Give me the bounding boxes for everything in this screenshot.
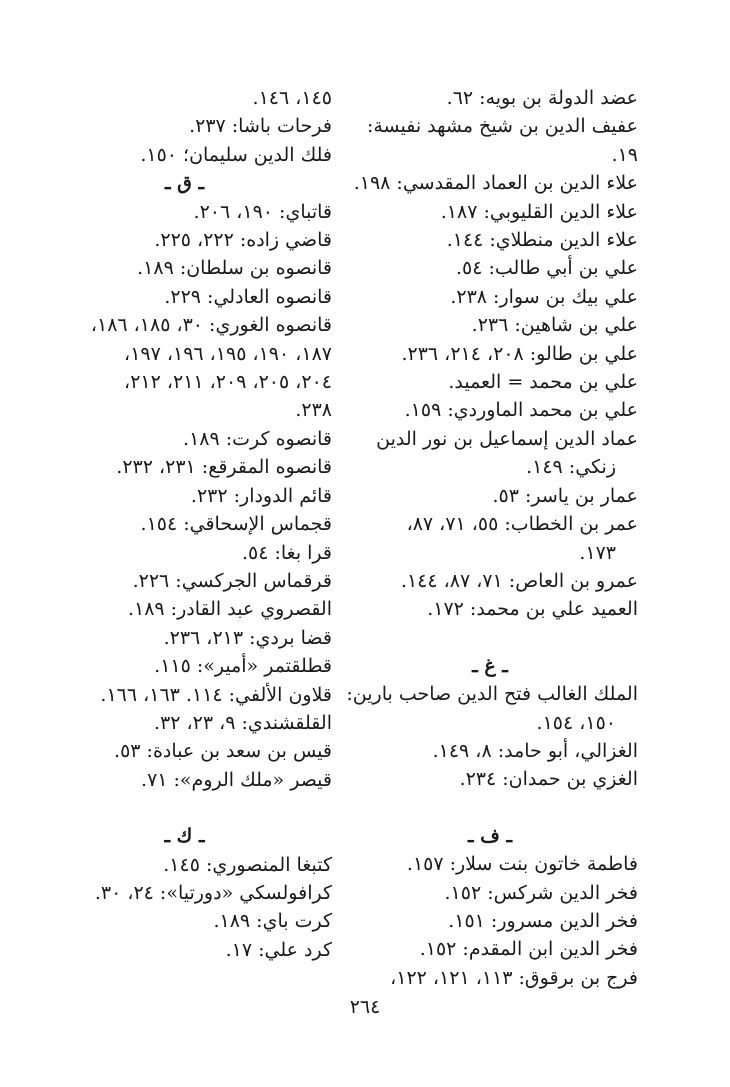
index-entry: علي بن محمد الماوردي: ١٥٩.: [404, 399, 638, 422]
section-heading-qaf: ـ ق ـ: [164, 172, 205, 195]
index-entry: قانصوه المقرقع: ٢٣١، ٢٣٢.: [116, 456, 332, 479]
index-entry: القلقشندي: ٩، ٢٣، ٣٢.: [153, 711, 332, 734]
index-entry: الملك الغالب فتح الدين صاحب بارين: ١٥٠، ١٥٤.: [342, 680, 638, 737]
index-entry: قرقماس الجركسي: ٢٢٦.: [132, 569, 332, 592]
index-entry: علاء الدين القليوبي: ١٨٧.: [440, 200, 638, 223]
index-entry: قانصوه العادلي: ٢٢٩.: [164, 285, 332, 308]
index-entry: قرا بغا: ٥٤.: [241, 541, 332, 564]
entry-continuation: ١٨٧، ١٩٠، ١٩٥، ١٩٦، ١٩٧،: [124, 342, 332, 365]
index-entry: علاء الدين منطلاي: ١٤٤.: [446, 229, 638, 252]
index-entry: علاء الدين بن العماد المقدسي: ١٩٨.: [353, 172, 638, 195]
index-entry: كرافولسكي «دورتيا»: ٢٤، ٣٠.: [94, 881, 332, 904]
index-entry: علي بيك بن سوار: ٢٣٨.: [450, 285, 638, 308]
index-entry: قانصوه كرت: ١٨٩.: [183, 427, 332, 450]
index-entry: قيصر «ملك الروم»: ٧١.: [141, 768, 332, 791]
page-number: ٢٦٤: [349, 996, 381, 1018]
index-entry: قائم الدودار: ٢٣٢.: [190, 484, 332, 507]
index-entry: عماد الدين إسماعيل بن نور الدين زنكي: ١٤٩.: [342, 425, 638, 482]
index-entry: عمر بن الخطاب: ٥٥، ٧١، ٨٧، ١٧٣.: [342, 510, 638, 567]
index-entry: قطلقتمر «أمير»: ١١٥.: [154, 655, 332, 678]
index-entry: الغزالي، أبو حامد: ٨، ١٤٩.: [432, 739, 638, 762]
index-entry: عمار بن ياسر: ٥٣.: [492, 484, 638, 507]
index-entry: فرحات باشا: ٢٣٧.: [189, 115, 332, 138]
index-entry: فخر الدين مسرور: ١٥١.: [448, 909, 638, 932]
index-entry: علي بن شاهين: ٢٣٦.: [471, 314, 638, 337]
index-entry: قانصوه بن سلطان: ١٨٩.: [137, 257, 332, 280]
index-entry: ١٤٥، ١٤٦.: [252, 87, 332, 109]
index-entry: قجماس الإسحاقي: ١٥٤.: [140, 513, 332, 536]
index-entry: فرج بن برقوق: ١١٣، ١٢١، ١٢٢،: [390, 966, 638, 989]
entry-continuation: ١٧٣.: [579, 541, 616, 564]
index-entry: قلاون الألفي: ١١٤. ١٦٣، ١٦٦.: [100, 683, 332, 706]
index-entry: قيس بن سعد بن عبادة: ٥٣.: [114, 740, 332, 763]
index-column-left: [37, 84, 332, 964]
index-entry: علي بن طالو: ٢٠٨، ٢١٤، ٢٣٦.: [401, 342, 638, 365]
section-heading-ghain: ـ غ ـ: [472, 654, 508, 677]
index-entry: علي بن محمد = العميد.: [448, 371, 638, 394]
index-entry: قانصوه الغوري: ٣٠، ١٨٥، ١٨٦، ١٨٧، ١٩٠، ١٩٥، ١٩٦، ١٩٧، ٢٠٤، ٢٠٥، ٢٠٩، ٢١١، ٢١٢، ٢٣٨.: [37, 311, 332, 425]
index-column-right: [342, 84, 638, 992]
index-entry: قاضي زاده: ٢٢٢، ٢٢٥.: [154, 229, 332, 252]
index-entry: كرد علي: ١٧.: [225, 938, 332, 961]
index-entry: الغزي بن حمدان: ٢٣٤.: [459, 768, 638, 791]
index-entry: عفيف الدين بن شيخ مشهد نفيسة: ١٩.: [366, 115, 638, 166]
index-entry: عضد الدولة بن بويه: ٦٢.: [446, 87, 638, 109]
entry-continuation: ٢٠٤، ٢٠٥، ٢٠٩، ٢١١، ٢١٢،: [124, 371, 332, 394]
index-entry: عمرو بن العاص: ٧١، ٨٧، ١٤٤.: [400, 569, 638, 592]
entry-continuation: ١٥٠، ١٥٤.: [536, 711, 616, 734]
index-entry: فخر الدين ابن المقدم: ١٥٢.: [419, 938, 638, 961]
index-entry: فاطمة خاتون بنت سلار: ١٥٧.: [406, 853, 638, 876]
index-entry: كرت باي: ١٨٩.: [213, 910, 332, 933]
index-entry: قاتباي: ١٩٠، ٢٠٦.: [193, 200, 332, 223]
index-entry: كتبغا المنصوري: ١٤٥.: [163, 853, 332, 876]
section-heading-kaf: ـ ك ـ: [164, 825, 205, 848]
index-entry: فلك الدين سليمان؛ ١٥٠.: [140, 143, 332, 166]
index-entry: العميد علي بن محمد: ١٧٢.: [427, 598, 638, 621]
index-entry: القصروي عبد القادر: ١٨٩.: [127, 598, 332, 621]
entry-continuation: ٢٣٨.: [295, 399, 332, 422]
index-entry: فخر الدين شركس: ١٥٢.: [444, 881, 638, 904]
index-entry: قضا بردي: ٢١٣، ٢٣٦.: [163, 626, 332, 649]
entry-continuation: زنكي: ١٤٩.: [526, 456, 616, 479]
index-entry: علي بن أبي طالب: ٥٤.: [455, 257, 638, 280]
section-heading-fa: ـ ف ـ: [467, 824, 513, 847]
